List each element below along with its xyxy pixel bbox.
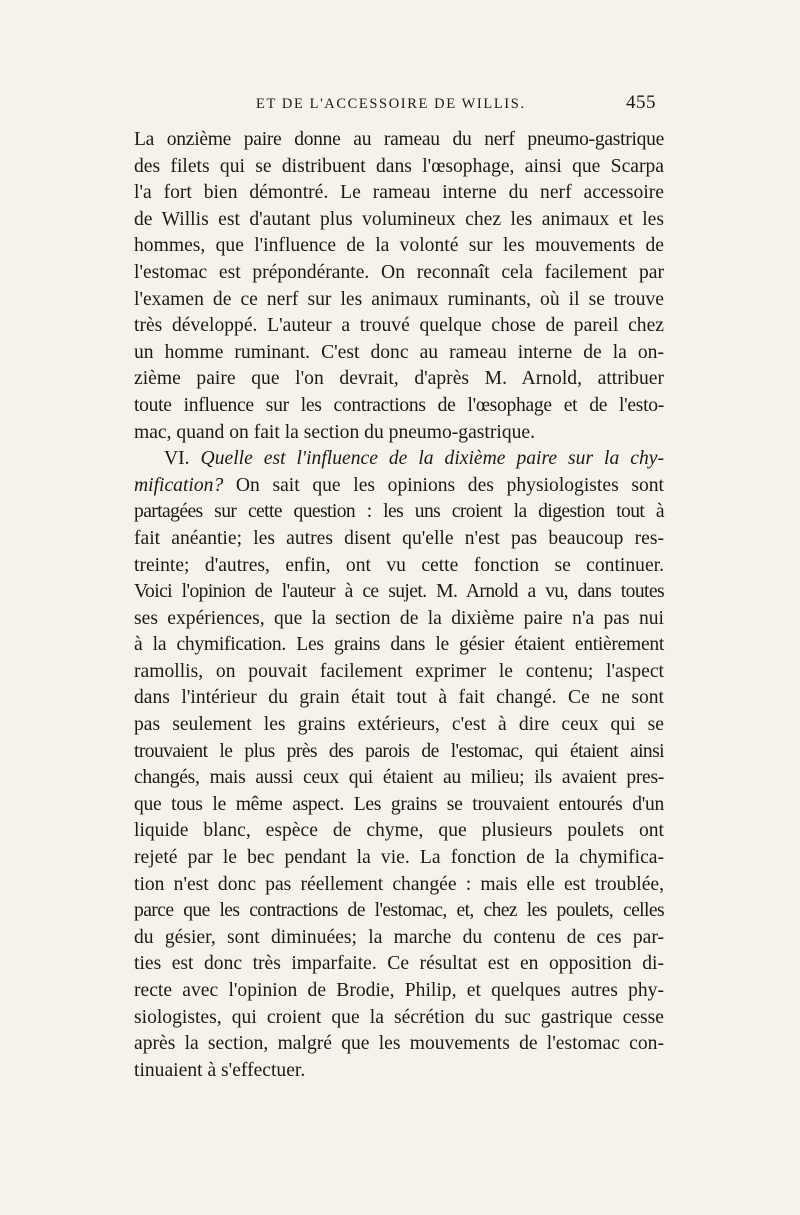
text-line: siologistes, qui croient que la sécrétion du suc gastrique cesse — [134, 1006, 664, 1028]
text-line: toute influence sur les contractions de l'œsophage et de l'esto- — [134, 394, 664, 416]
text-line: ramollis, on pouvait facilement exprimer le contenu; l'aspect — [134, 660, 664, 682]
text-line: treinte; d'autres, enfin, ont vu cette fonction se continuer. — [134, 554, 664, 576]
text-line: du gésier, sont diminuées; la marche du contenu de ces par- — [134, 926, 664, 948]
text-line: après la section, malgré que les mouvements de l'estomac con- — [134, 1033, 664, 1055]
text-line: des filets qui se distribuent dans l'œsophage, ainsi que Scarpa — [134, 155, 664, 177]
text-line: Voici l'opinion de l'auteur à ce sujet. M. Arnold a vu, dans toutes — [134, 581, 664, 603]
text-line: l'estomac est prépondérante. On reconnaît cela facilement par — [134, 261, 664, 283]
section-question: Quelle est l'influence de la dixième paire sur la chy- — [200, 448, 664, 470]
body-text — [134, 127, 664, 1084]
text-line: La onzième paire donne au rameau du nerf pneumo-gastrique — [134, 129, 664, 150]
text-line: un homme ruminant. C'est donc au rameau interne de la on- — [134, 341, 664, 363]
text-line: à la chymification. Les grains dans le gésier étaient entièrement — [134, 634, 664, 656]
text-line: tinuaient à s'effectuer. — [134, 1059, 306, 1081]
text-line: l'a fort bien démontré. Le rameau interne du nerf accessoire — [134, 182, 664, 204]
text-line: mac, quand on fait la section du pneumo-gastrique. — [134, 421, 536, 443]
section-question-end: mification? — [134, 474, 224, 496]
text-line: très développé. L'auteur a trouvé quelque chose de pareil chez — [134, 315, 664, 337]
text-line: fait anéantie; les autres disent qu'elle n'est pas beaucoup res- — [134, 527, 664, 549]
text-line: de Willis est d'autant plus volumineux chez les animaux et les — [134, 208, 664, 230]
text-line: partagées sur cette question : les uns croient la digestion tout à — [134, 501, 664, 523]
text-line: changés, mais aussi ceux qui étaient au milieu; ils avaient pres- — [134, 767, 664, 789]
text-line: parce que les contractions de l'estomac, et, chez les poulets, celles — [134, 900, 664, 922]
text-line-continuation: On sait que les opinions des physiologistes sont — [223, 474, 664, 496]
text-line — [134, 473, 664, 500]
text-line: recte avec l'opinion de Brodie, Philip, et quelques autres phy- — [134, 980, 664, 1001]
text-line: tion n'est donc pas réellement changée : mais elle est troublée, — [134, 873, 664, 895]
section-heading-line — [134, 446, 664, 473]
text-line: hommes, que l'influence de la volonté sur les mouvements de — [134, 235, 664, 257]
page-number: 455 — [626, 92, 656, 113]
text-line: ses expériences, que la section de la dixième paire n'a pas nui — [134, 607, 664, 629]
running-head — [138, 92, 658, 122]
text-line: ties est donc très imparfaite. Ce résultat est en opposition di- — [134, 953, 664, 975]
section-number: VI. — [164, 448, 201, 470]
text-line: trouvaient le plus près des parois de l'estomac, qui étaient ainsi — [134, 740, 664, 762]
running-title: ET DE L'ACCESSOIRE DE WILLIS. — [256, 96, 526, 112]
text-line: rejeté par le bec pendant la vie. La fonction de la chymifica- — [134, 847, 664, 869]
text-line: liquide blanc, espèce de chyme, que plusieurs poulets ont — [134, 820, 664, 842]
text-line: pas seulement les grains extérieurs, c'est à dire ceux qui se — [134, 714, 664, 736]
text-line: zième paire que l'on devrait, d'après M. Arnold, attribuer — [134, 368, 664, 390]
text-line: l'examen de ce nerf sur les animaux ruminants, où il se trouve — [134, 288, 664, 310]
text-line: dans l'intérieur du grain était tout à fait changé. Ce ne sont — [134, 687, 664, 709]
text-line: que tous le même aspect. Les grains se trouvaient entourés d'un — [134, 793, 664, 815]
